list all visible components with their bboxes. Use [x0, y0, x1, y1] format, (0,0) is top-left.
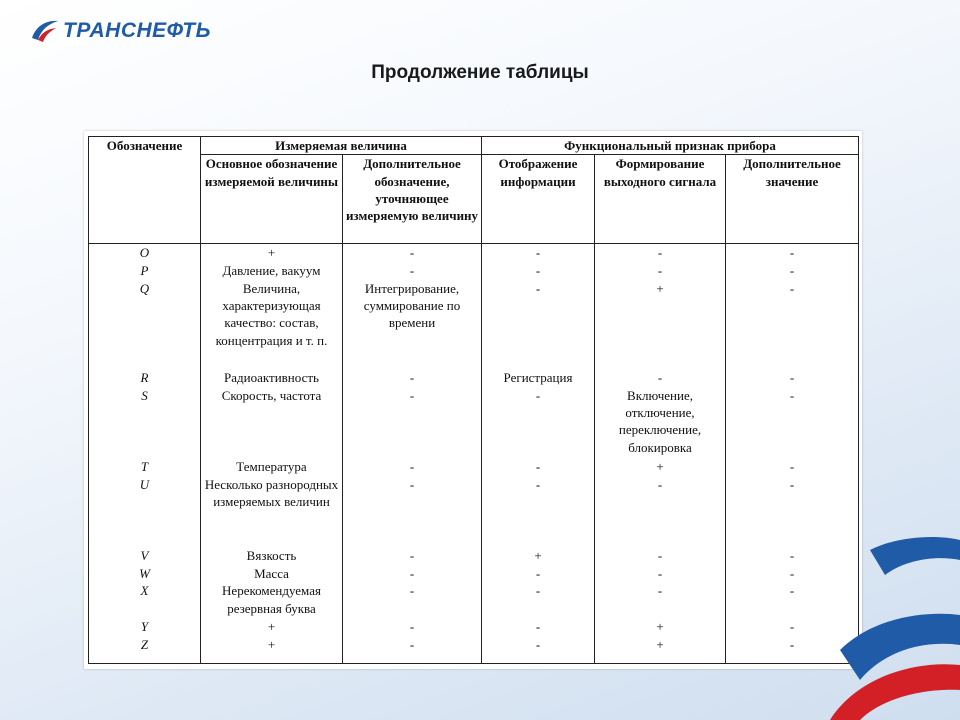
table-cell: - — [535, 263, 541, 279]
column-additional — [343, 244, 482, 664]
table-cell: + — [267, 619, 276, 635]
header-measured-group: Измеряемая величина — [201, 137, 482, 155]
table-cell: - — [409, 369, 415, 385]
column-display — [482, 244, 595, 664]
table-cell: - — [789, 619, 795, 635]
table-cell: - — [535, 565, 541, 581]
table-cell: P — [140, 263, 149, 279]
table-cell: - — [789, 547, 795, 563]
table-cell: - — [409, 547, 415, 563]
column-code — [89, 244, 201, 664]
table-cell: - — [657, 245, 663, 261]
table-cell: + — [656, 619, 664, 635]
table-cell: - — [789, 280, 795, 296]
table-cell: Включение, отключение, переключение, блокировка — [618, 387, 702, 455]
table-cell: - — [535, 619, 541, 635]
table-cell: - — [657, 547, 663, 563]
brand-swoosh-decoration — [830, 530, 960, 720]
table-cell: - — [409, 263, 415, 279]
table-cell: O — [139, 245, 150, 261]
table-cell: R — [140, 369, 149, 385]
table-cell: - — [789, 245, 795, 261]
table-cell: T — [140, 458, 149, 474]
table-cell: Величина, характеризующая качество: состав, концентрация и т. п. — [215, 280, 328, 348]
table-cell: - — [535, 583, 541, 599]
table-cell: - — [657, 263, 663, 279]
table-cell: - — [789, 636, 795, 652]
table-cell: Регистрация — [503, 369, 573, 385]
table-cell: + — [267, 636, 276, 652]
table-cell: - — [409, 387, 415, 403]
table-cell: - — [535, 458, 541, 474]
table-cell: - — [535, 280, 541, 296]
table-cell: - — [657, 369, 663, 385]
table-cell: Y — [140, 619, 149, 635]
table-cell: - — [789, 387, 795, 403]
table-cell: - — [409, 458, 415, 474]
table-image — [84, 131, 862, 669]
table-cell: - — [657, 565, 663, 581]
table-cell: - — [409, 476, 415, 492]
header-main: Основное обозначение измеряемой величины — [201, 155, 343, 244]
table-cell: - — [409, 619, 415, 635]
header-display: Отображение информации — [482, 155, 595, 244]
header-extra: Дополнительное значение — [726, 155, 859, 244]
table-cell: - — [409, 636, 415, 652]
table-body — [89, 244, 859, 664]
column-output — [595, 244, 726, 664]
table-cell: - — [535, 387, 541, 403]
table-cell: Q — [139, 280, 150, 296]
table-cell: Температура — [236, 458, 307, 474]
table-cell: - — [789, 263, 795, 279]
table-cell: - — [789, 458, 795, 474]
table-cell: Давление, вакуум — [222, 263, 321, 279]
table-cell: - — [535, 476, 541, 492]
page-title: Продолжение таблицы — [371, 62, 589, 83]
instrument-table — [88, 136, 859, 664]
table-cell: W — [139, 565, 150, 581]
table-cell: X — [140, 583, 149, 599]
table-cell: U — [139, 476, 150, 492]
table-cell: Z — [140, 636, 149, 652]
table-cell: Скорость, частота — [221, 387, 322, 403]
table-cell: - — [409, 245, 415, 261]
table-cell: Радиоактивность — [224, 369, 319, 385]
table-cell: + — [534, 547, 542, 563]
table-cell: Несколько разнородных измеряемых величин — [204, 476, 339, 509]
table-cell: S — [141, 387, 148, 403]
table-cell: + — [656, 636, 664, 652]
table-cell: V — [140, 547, 149, 563]
table-cell: - — [535, 245, 541, 261]
brand-name: ТРАНСНЕФТЬ — [63, 19, 211, 42]
table-cell: Масса — [254, 565, 289, 581]
table-cell: - — [535, 636, 541, 652]
table-cell: - — [789, 565, 795, 581]
table-cell: + — [656, 280, 664, 296]
table-cell: - — [409, 565, 415, 581]
table-cell: - — [657, 476, 663, 492]
header-output: Формирование выходного сигнала — [595, 155, 726, 244]
table-cell: Интегрирование, суммирование по времени — [363, 280, 461, 331]
table-cell: - — [657, 583, 663, 599]
table-cell: - — [789, 476, 795, 492]
table-cell: - — [789, 369, 795, 385]
header-additional: Дополнительное обозначение, уточняющее измеряемую величину — [343, 155, 482, 244]
column-main — [201, 244, 343, 664]
table-cell: Нерекомендуемая резервная буква — [222, 583, 321, 616]
table-cell: + — [656, 458, 664, 474]
table-cell: + — [267, 245, 276, 261]
header-designation: Обозначение — [89, 137, 201, 244]
table-cell: - — [409, 583, 415, 599]
logo-swoosh-icon — [30, 18, 60, 44]
company-logo — [30, 18, 211, 44]
header-function-group: Функциональный признак прибора — [482, 137, 859, 155]
table-cell: Вязкость — [246, 547, 297, 563]
table-cell: - — [789, 583, 795, 599]
